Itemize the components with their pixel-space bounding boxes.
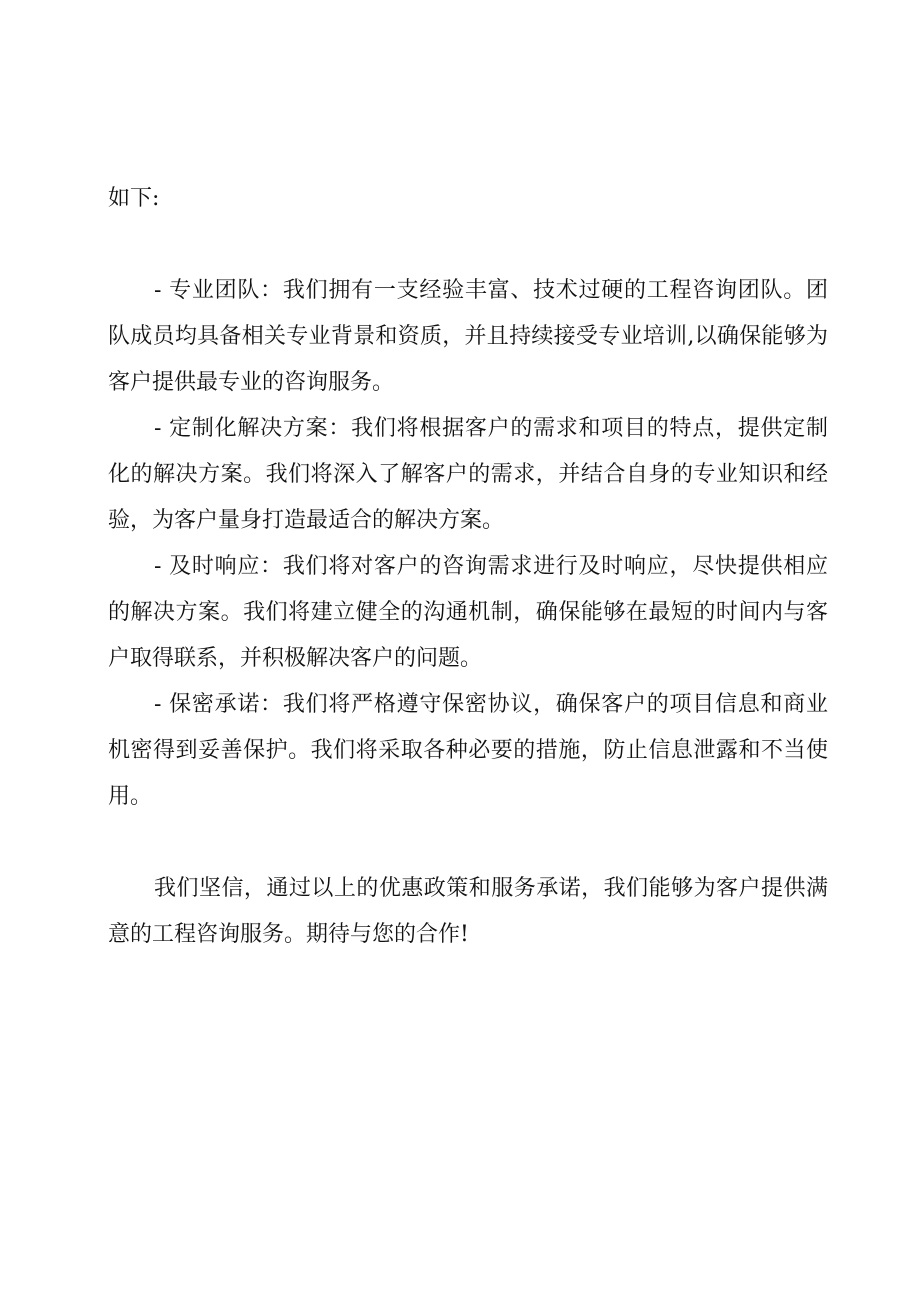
intro-line: 如下:: [108, 186, 160, 211]
closing-paragraph: 我们坚信，通过以上的优惠政策和服务承诺，我们能够为客户提供满意的工程咨询服务。期待与您的合作!: [108, 876, 828, 947]
spacer: [108, 820, 828, 866]
spacer: [108, 222, 828, 268]
list-item-confidentiality: - 保密承诺：我们将严格遵守保密协议，确保客户的项目信息和商业机密得到妥善保护。我们将采取各种必要的措施，防止信息泄露和不当使用。: [108, 692, 828, 809]
list-item-custom-solutions: - 定制化解决方案：我们将根据客户的需求和项目的特点，提供定制化的解决方案。我们将深入了解客户的需求，并结合自身的专业知识和经验，为客户量身打造最适合的解决方案。: [108, 416, 828, 533]
list-item-professional-team: - 专业团队：我们拥有一支经验丰富、技术过硬的工程咨询团队。团队成员均具备相关专业背景和资质，并且持续接受专业培训,以确保能够为客户提供最专业的咨询服务。: [108, 278, 828, 395]
document-body: [108, 176, 828, 958]
list-item-timely-response: - 及时响应：我们将对客户的咨询需求进行及时响应，尽快提供相应的解决方案。我们将建立健全的沟通机制，确保能够在最短的时间内与客户取得联系，并积极解决客户的问题。: [108, 554, 828, 671]
